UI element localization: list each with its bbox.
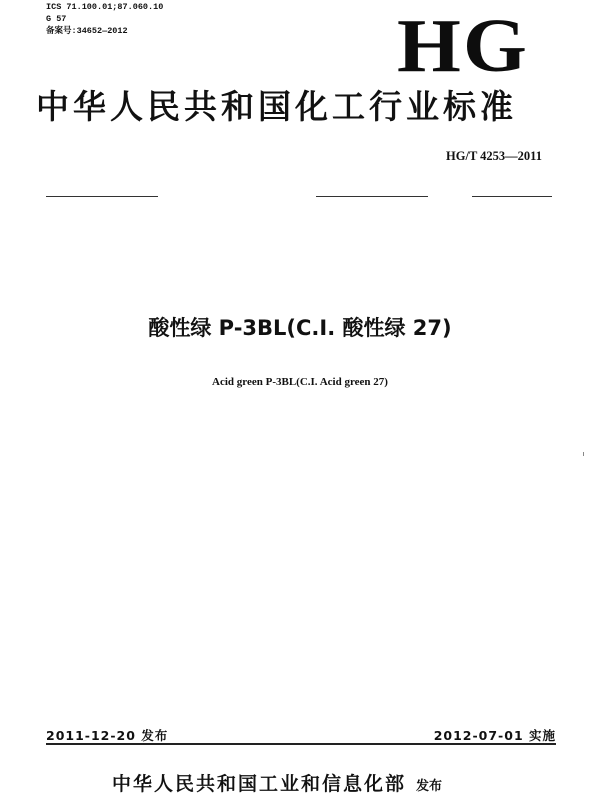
issuer-name: 中华人民共和国工业和信息化部 <box>112 773 407 795</box>
footer-divider <box>46 743 556 745</box>
document-title-english: Acid green P-3BL(C.I. Acid green 27) <box>212 376 388 388</box>
divider-middle <box>316 196 428 197</box>
release-date: 2011-12-20 发布 <box>46 728 169 743</box>
ics-code: ICS 71.100.01;87.060.10 <box>46 2 164 12</box>
scan-artifact <box>583 452 584 456</box>
effective-date: 2012-07-01 实施 <box>433 728 556 743</box>
standard-type-heading: 中华人民共和国化工行业标准 <box>36 87 517 126</box>
divider-right <box>472 196 552 197</box>
ccs-code: G 57 <box>46 14 67 24</box>
standard-number: HG/T 4253—2011 <box>446 149 542 163</box>
issuer-block <box>112 769 442 796</box>
filing-number: 备案号:34652—2012 <box>46 26 128 36</box>
hg-logo: HG <box>397 4 530 88</box>
document-title-chinese: 酸性绿 P-3BL(C.I. 酸性绿 27) <box>148 316 452 340</box>
issuer-suffix: 发布 <box>416 779 443 794</box>
divider-left <box>46 196 158 197</box>
